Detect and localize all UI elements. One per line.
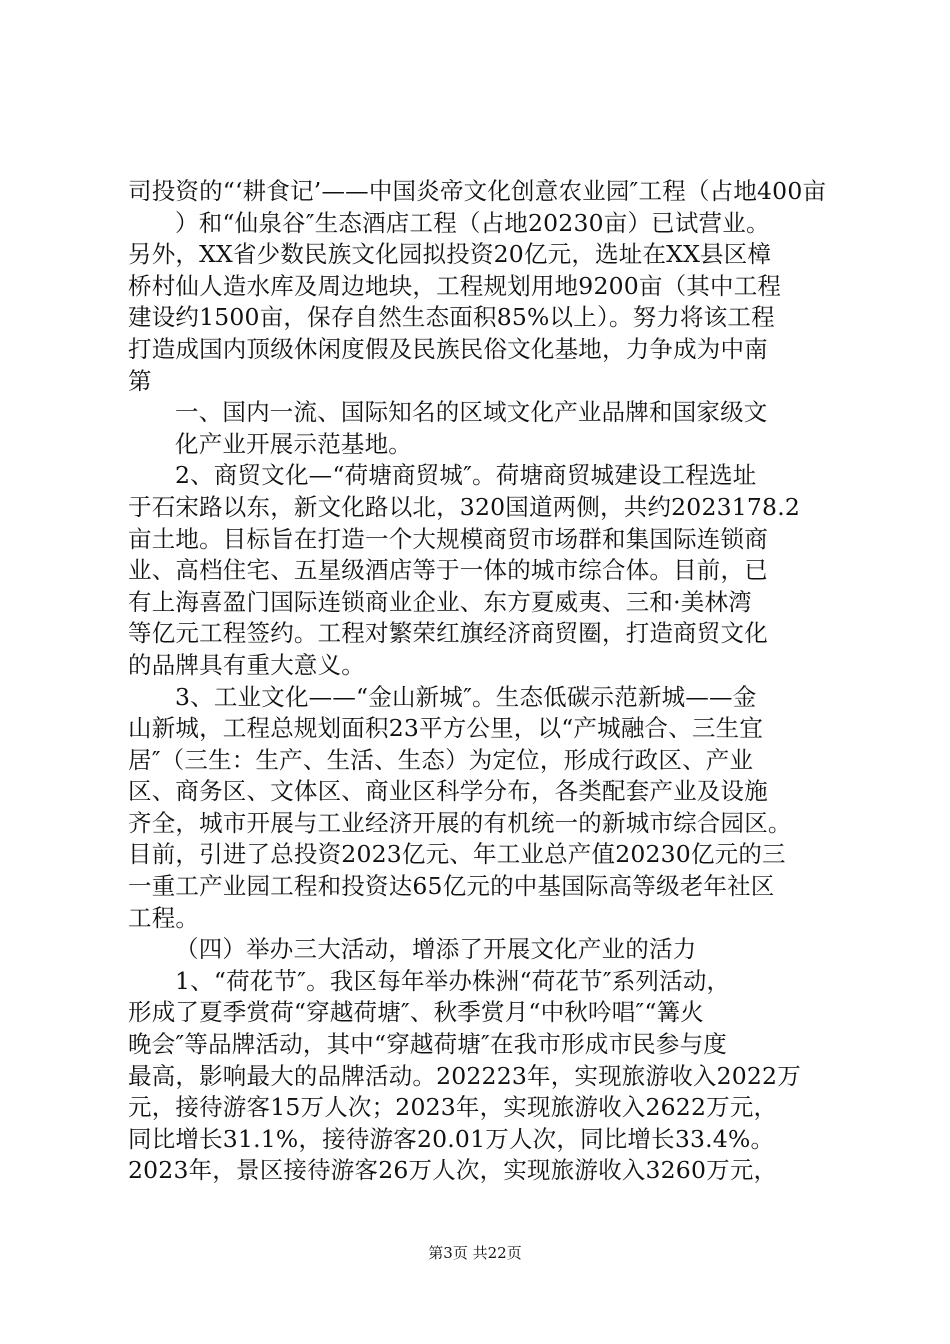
text-line: 晚会″等品牌活动，其中“穿越荷塘″在我市形成市民参与度 (128, 1030, 727, 1059)
body-text (128, 176, 840, 1187)
text-line: 桥村仙人造水库及周边地块，工程规划用地9200亩（其中工程 (128, 271, 782, 300)
text-line: 化产业开展示范基地。 (175, 429, 412, 458)
text-line: 最高，影响最大的品牌活动。202223年，实现旅游收入2022万 (128, 1061, 801, 1090)
text-line: 一、国内一流、国际知名的区域文化产业品牌和国家级文 (175, 398, 768, 427)
text-line: 打造成国内顶级休闲度假及民族民俗文化基地，力争成为中南 (128, 334, 768, 363)
text-line: 工程。 (128, 903, 200, 932)
text-line: 第 (128, 366, 152, 395)
text-line: 2023年，景区接待游客26万人次，实现旅游收入3260万元， (128, 1156, 778, 1185)
text-line: 有上海喜盈门国际连锁商业企业、东方夏威夷、三和·美林湾 (128, 587, 752, 616)
text-line: 于石宋路以东，新文化路以北，320国道两侧，共约2023178.2 (128, 492, 801, 521)
text-line: 司投资的“‘耕食记’——中国炎帝文化创意农业园″工程（占地400亩 (128, 177, 827, 205)
text-line: 的品牌具有重大意义。 (128, 650, 365, 679)
text-line: 建设约1500亩，保存自然生态面积85%以上）。努力将该工程 (128, 303, 775, 332)
text-line: 亩土地。目标旨在打造一个大规模商贸市场群和集国际连锁商 (128, 524, 768, 553)
text-line: 形成了夏季赏荷“穿越荷塘″、秋季赏月“中秋吟唱″“篝火 (128, 998, 704, 1027)
text-line: 居″（三生：生产、生活、生态）为定位，形成行政区、产业 (128, 745, 754, 774)
text-line: ）和“仙泉谷″生态酒店工程（占地20230亩）已试营业。 (175, 208, 770, 237)
section-heading: （四）举办三大活动，增添了开展文化产业的活力 (175, 935, 697, 964)
page-number: 第3页 共22页 (428, 1244, 522, 1262)
text-line: 同比增长31.1%，接待游客20.01万人次，同比增长33.4%。 (128, 1124, 775, 1153)
text-line: 等亿元工程签约。工程对繁荣红旗经济商贸圈，打造商贸文化 (128, 619, 768, 648)
text-line: 目前，引进了总投资2023亿元、年工业总产值20230亿元的三 (128, 840, 786, 869)
text-line: 山新城，工程总规划面积23平方公里，以“产城融合、三生宜 (128, 714, 764, 743)
text-line: 一重工产业园工程和投资达65亿元的中基国际高等级老年社区 (128, 872, 775, 901)
text-line: 3、工业文化——“金山新城″。生态低碳示范新城——金 (175, 682, 757, 711)
text-line: 元，接待游客15万人次；2023年，实现旅游收入2622万元， (128, 1093, 778, 1122)
text-line: 区、商务区、文体区、商业区科学分布，各类配套产业及设施 (128, 777, 768, 806)
text-line: 2、商贸文化—“荷塘商贸城″。荷塘商贸城建设工程选址 (175, 461, 757, 490)
text-line: 业、高档住宅、五星级酒店等于一体的城市综合体。目前，已 (128, 556, 768, 585)
text-line: 齐全，城市开展与工业经济开展的有机统一的新城市综合园区。 (128, 808, 792, 837)
text-line: 另外，XX省少数民族文化园拟投资20亿元，选址在XX县区樟 (128, 240, 772, 269)
text-line: 1、“荷花节″。我区每年举办株洲“荷花节″系列活动， (175, 966, 731, 995)
